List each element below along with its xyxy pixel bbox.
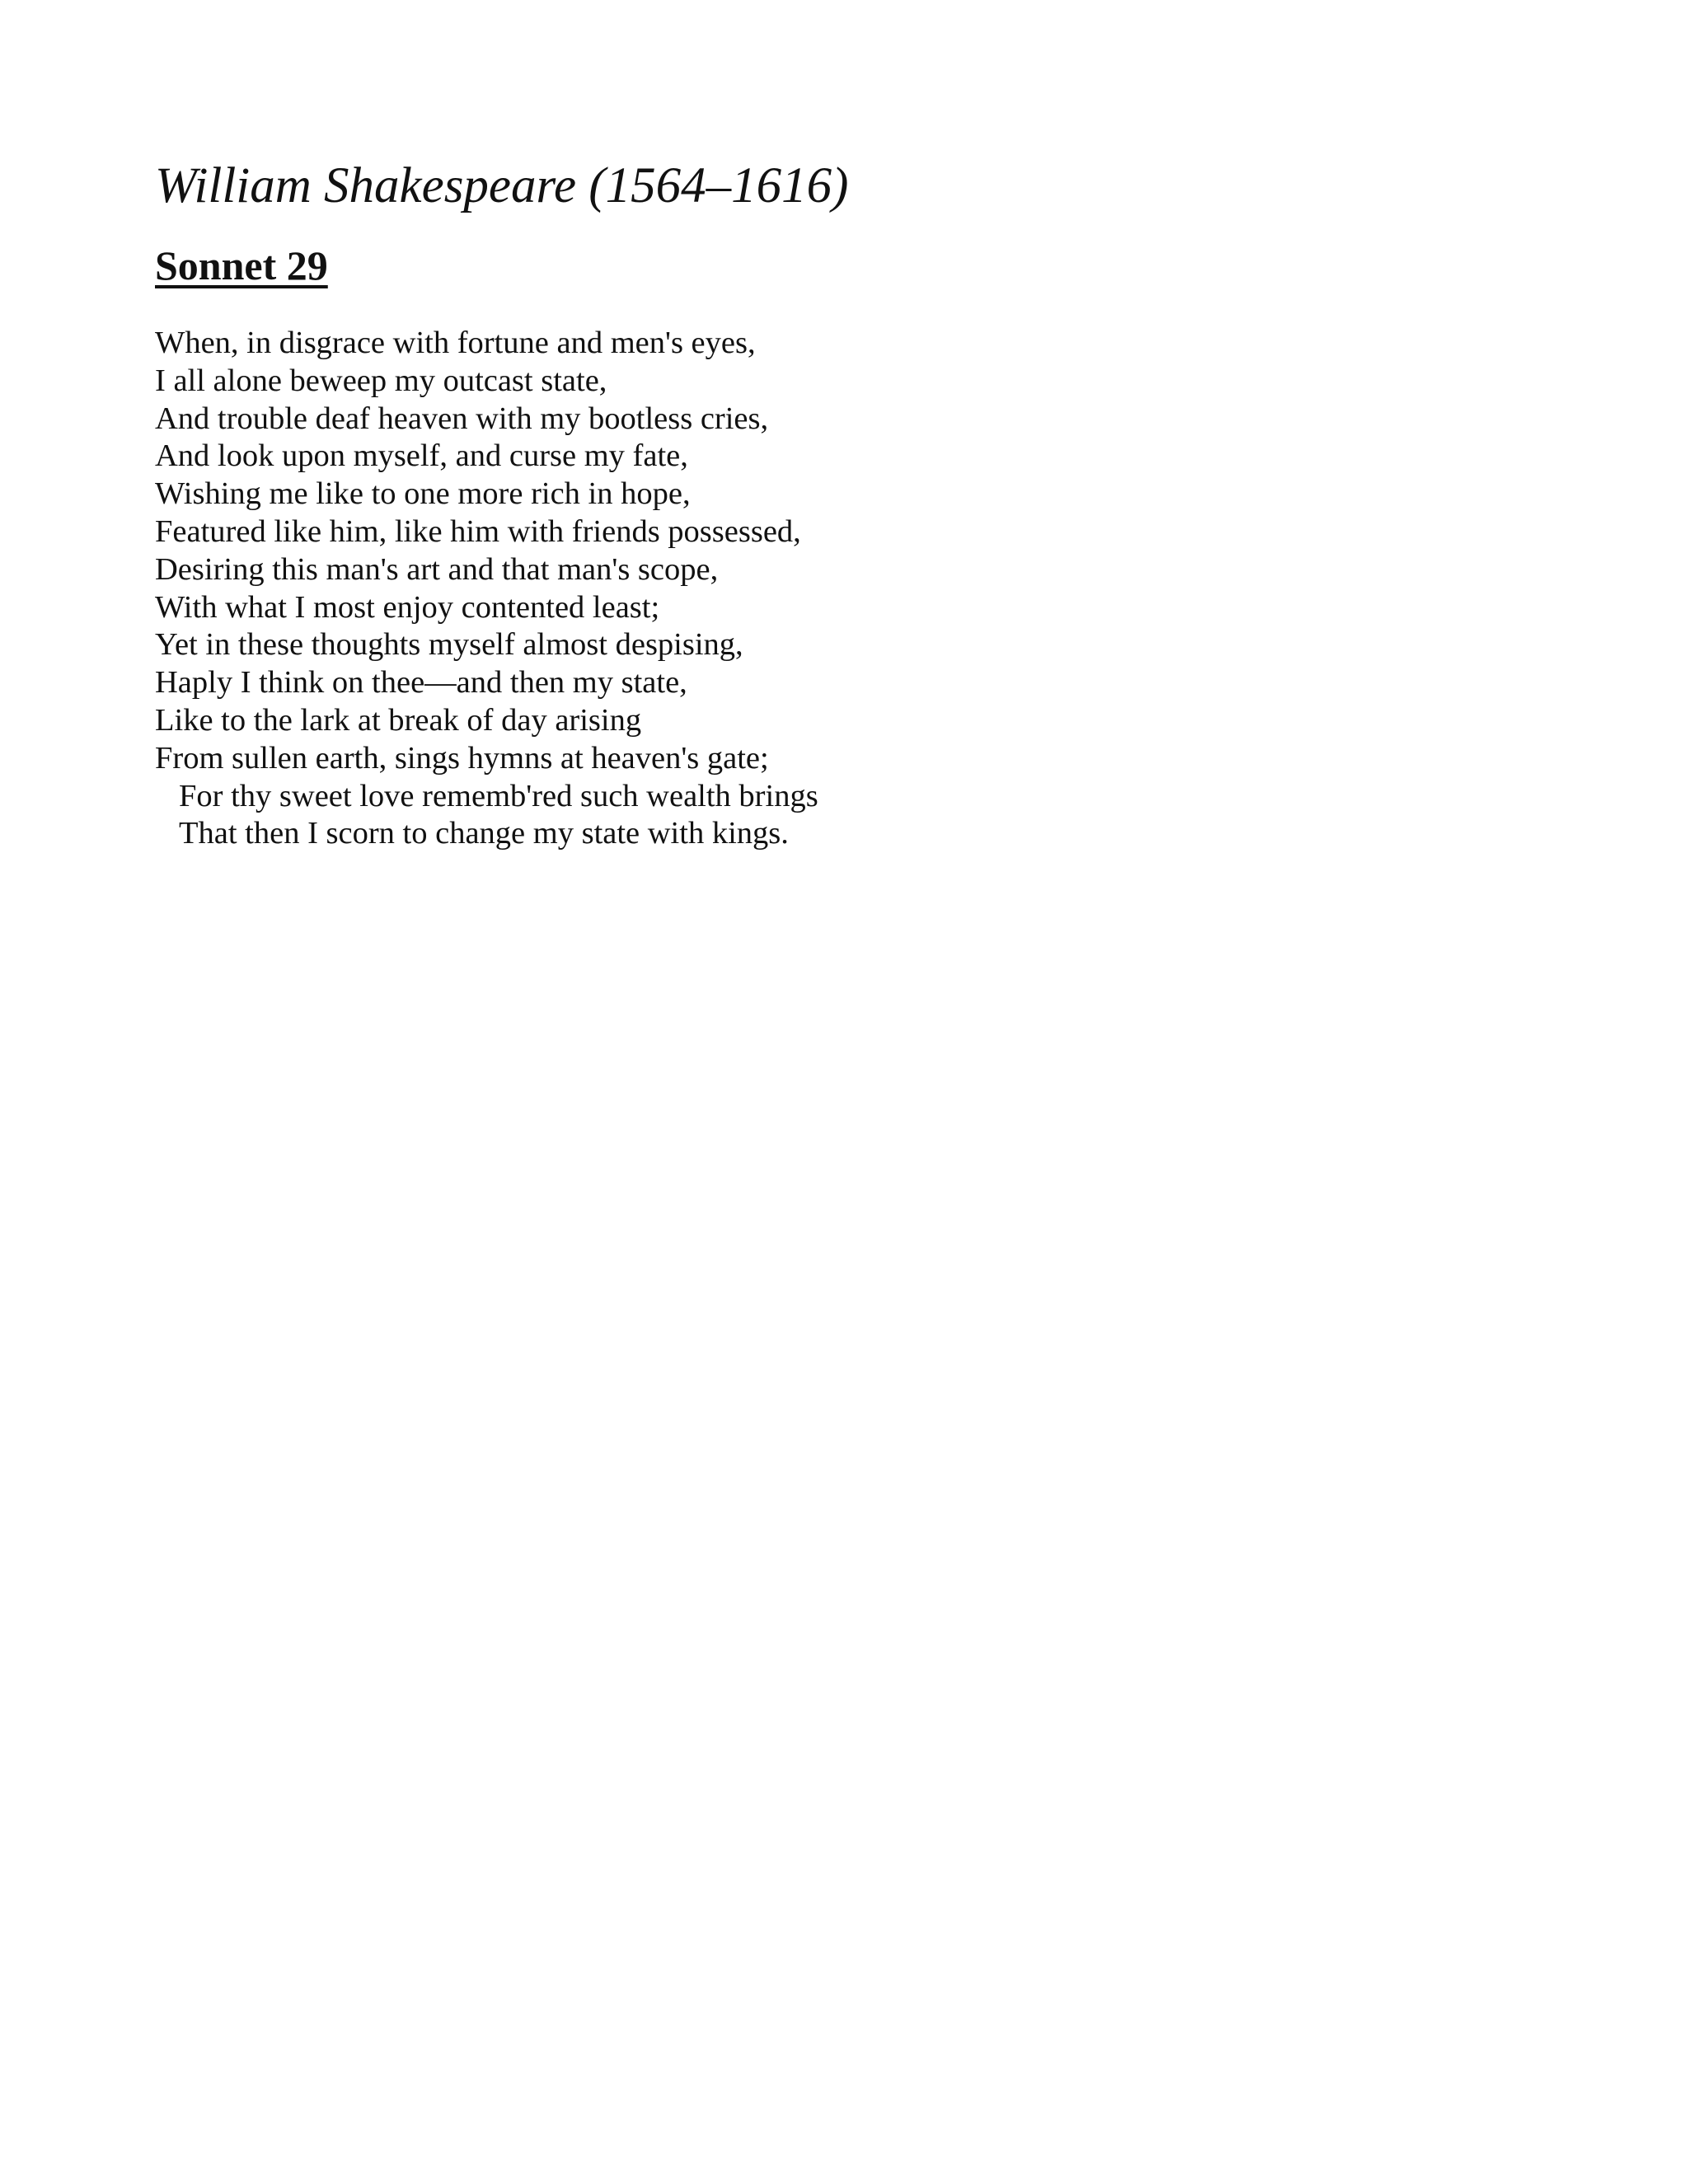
poem-line: I all alone beweep my outcast state,	[155, 363, 607, 398]
poem-line: Featured like him, like him with friends possessed,	[155, 513, 801, 549]
poem-line: When, in disgrace with fortune and men's eyes,	[155, 326, 756, 360]
poem-line: Like to the lark at break of day arising	[155, 702, 642, 738]
poem-line: From sullen earth, sings hymns at heaven's gate;	[155, 740, 769, 776]
poem-line: Yet in these thoughts myself almost despising,	[155, 627, 743, 663]
couplet-line: For thy sweet love rememb'red such wealth brings	[179, 778, 818, 813]
poem-title: Sonnet 29	[155, 242, 328, 288]
poem-line: With what I most enjoy contented least;	[155, 589, 660, 625]
poem-line: And trouble deaf heaven with my bootless cries,	[155, 401, 769, 436]
poem-line: And look upon myself, and curse my fate,	[155, 438, 688, 474]
author-heading: William Shakespeare (1564–1616)	[155, 158, 849, 213]
couplet-line: That then I scorn to change my state with kings.	[179, 816, 789, 851]
poem-line: Wishing me like to one more rich in hope,	[155, 476, 691, 512]
poem-line: Haply I think on thee—and then my state,	[155, 665, 687, 701]
poem-body	[155, 325, 1391, 853]
poem-content	[155, 153, 1391, 853]
poem-line: Desiring this man's art and that man's scope,	[155, 551, 719, 587]
